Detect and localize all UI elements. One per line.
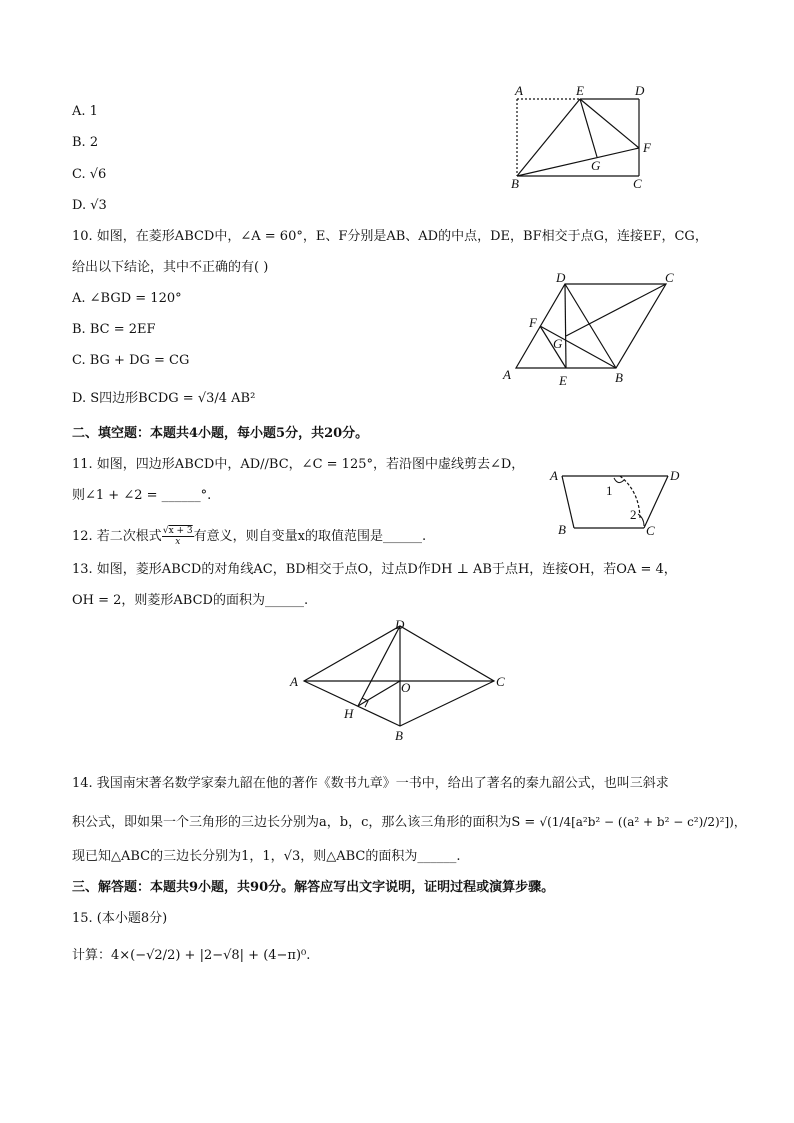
q9-label-E: E xyxy=(576,83,584,98)
q9-label-F: F xyxy=(643,140,651,155)
q9-option-a: A. 1 xyxy=(72,104,98,119)
q10-figure xyxy=(498,270,688,390)
q11-label-C: C xyxy=(646,523,655,538)
q10-label-G: G xyxy=(553,336,563,351)
q14-line1: 14. 我国南宋著名数学家秦九韶在他的著作《数书九章》一书中，给出了著名的秦九韶公式，也叫三斜求 xyxy=(72,776,669,791)
q14-line2 xyxy=(72,813,746,832)
q15-expression: 计算：4×(−√2/2) + |2−√8| + (4−π)⁰. xyxy=(72,948,311,963)
q14-formula: √(1/4[a²b² − ((a² + b² − c²)/2)²])， xyxy=(539,815,746,829)
q13-label-C: C xyxy=(496,674,505,689)
q10-label-E: E xyxy=(559,373,567,388)
q11-label-B: B xyxy=(558,522,566,537)
q13-label-B: B xyxy=(395,728,403,743)
q12-line xyxy=(72,526,426,547)
q13-figure xyxy=(282,614,512,744)
q9-option-b: B. 2 xyxy=(72,135,99,150)
q9-option-d: D. √3 xyxy=(72,198,107,213)
q10-label-A: A xyxy=(503,367,511,382)
q12-radicand: x + 3 xyxy=(168,526,193,536)
q10-label-D: D xyxy=(556,270,566,285)
q12-radical-fraction: $\frac{√x + 3}{x}$ xyxy=(162,526,193,547)
q13-label-O: O xyxy=(401,680,411,695)
q9-label-B: B xyxy=(511,176,519,191)
q10-option-a: A. ∠BGD = 120° xyxy=(72,291,182,306)
q12-text-after: 有意义，则自变量x的取值范围是______. xyxy=(193,529,427,544)
q14-line3: 现已知△ABC的三边长分别为1，1，√3，则△ABC的面积为______. xyxy=(72,849,461,864)
q13-line2: OH = 2，则菱形ABCD的面积为______. xyxy=(72,593,309,608)
q13-label-A: A xyxy=(290,674,298,689)
q11-label-A: A xyxy=(550,468,558,483)
q12-text-before: 12. 若二次根式 xyxy=(72,529,162,544)
section-2-header: 二、填空题：本题共4小题，每小题5分，共20分。 xyxy=(72,426,369,441)
q12-denominator: x xyxy=(175,537,181,547)
q9-label-C: C xyxy=(633,176,642,191)
q9-option-c: C. √6 xyxy=(72,167,107,182)
q11-figure xyxy=(540,462,690,542)
q11-line2: 则∠1 + ∠2 = ______°. xyxy=(72,488,212,503)
q10-option-d: D. S四边形BCDG = √3/4 AB² xyxy=(72,391,256,406)
q10-label-F: F xyxy=(529,315,537,330)
q9-figure xyxy=(505,82,665,192)
q10-stem-line1: 10. 如图，在菱形ABCD中，∠A = 60°，E、F分别是AB、AD的中点，DE，BF相交于点G，连接EF，CG， xyxy=(72,229,708,244)
q11-angle-2: 2 xyxy=(630,507,637,522)
q14-line2-text: 积公式，即如果一个三角形的三边长分别为a，b，c，那么该三角形的面积为S = xyxy=(72,815,536,830)
section-3-header: 三、解答题：本题共9小题，共90分。解答应写出文字说明，证明过程或演算步骤。 xyxy=(72,880,555,895)
q10-label-B: B xyxy=(615,370,623,385)
q13-line1: 13. 如图，菱形ABCD的对角线AC，BD相交于点O，过点D作DH ⊥ AB于点H，连接OH，若OA = 4， xyxy=(72,562,677,577)
q11-label-D: D xyxy=(670,468,680,483)
q11-line1: 11. 如图，四边形ABCD中，AD//BC，∠C = 125°，若沿图中虚线剪去∠D， xyxy=(72,457,525,472)
q9-label-D: D xyxy=(635,83,645,98)
q13-label-H: H xyxy=(344,706,354,721)
q9-label-G: G xyxy=(591,158,601,173)
q10-option-b: B. BC = 2EF xyxy=(72,322,156,337)
q10-option-c: C. BG + DG = CG xyxy=(72,353,190,368)
q15-title: 15. (本小题8分) xyxy=(72,911,168,926)
q11-angle-1: 1 xyxy=(606,483,613,498)
q13-label-D: D xyxy=(395,617,405,632)
q10-label-C: C xyxy=(665,270,674,285)
q9-label-A: A xyxy=(515,83,523,98)
q10-stem-line2: 给出以下结论，其中不正确的有( ) xyxy=(72,260,269,275)
